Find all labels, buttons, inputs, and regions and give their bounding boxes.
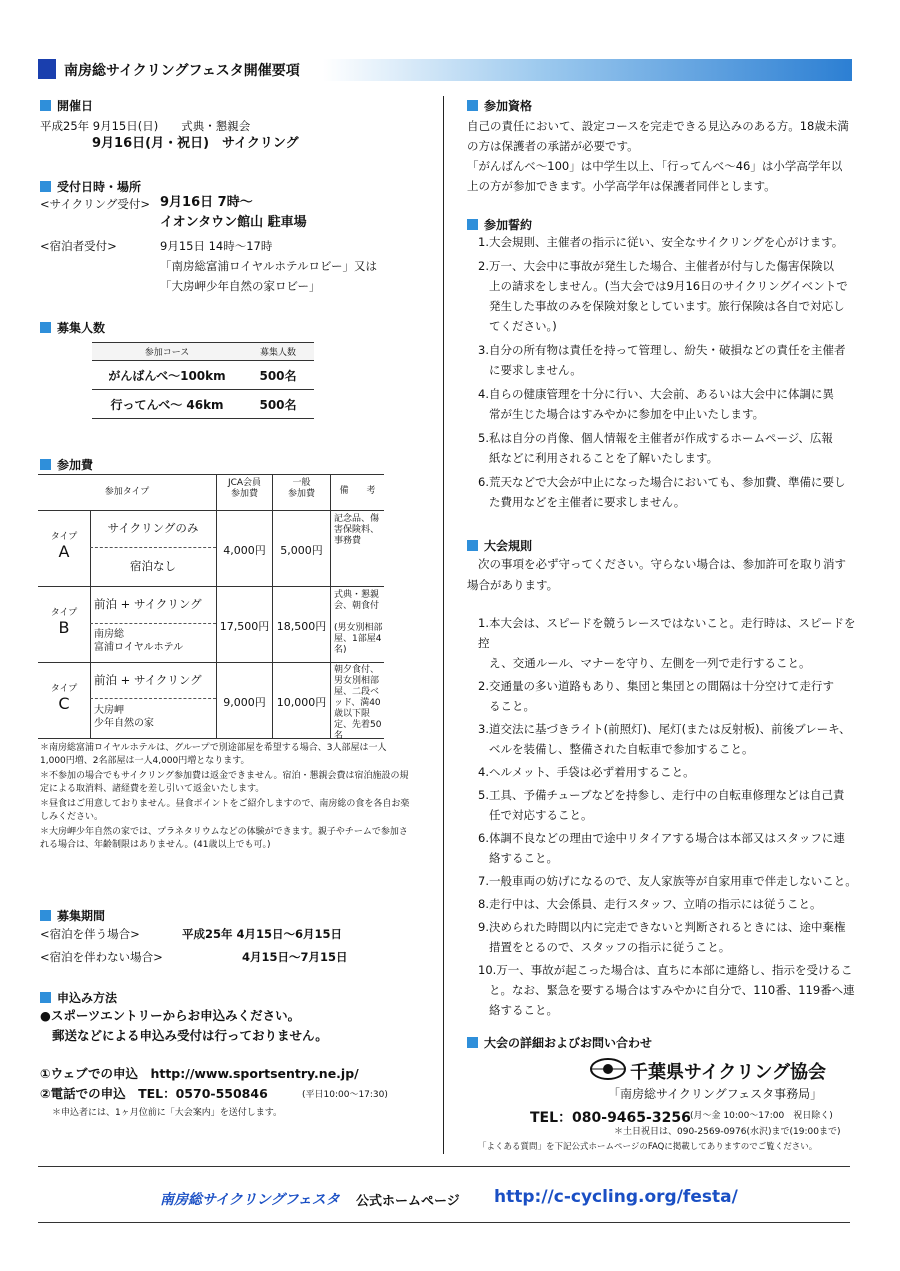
fee-jca: 9,000円 [223,696,266,709]
type-sub2: 大房岬 少年自然の家 [94,705,154,729]
footer-name: 南房総サイクリングフェスタ [160,1192,340,1208]
list-item [478,256,858,336]
stay-reception-place2: 「大房岬少年自然の家ロビー」 [160,279,321,293]
column-divider [443,96,444,1154]
footer-url-link[interactable]: http://c-cycling.org/festa/ [494,1187,738,1207]
type-sub1: 前泊 + サイクリング [94,597,202,611]
text-line: え、交通ルール、マナーを守り、左側を一列で走行すること。 [489,656,811,670]
apply-tel-hours: (平日10:00～17:30) [302,1090,388,1100]
text-line: 9.決められた時間以内に完走できないと判断されるときには、途中棄権 [478,920,846,934]
text-line: 7.一般車両の妨げになるので、友人家族等が自家用車で伴走しないこと。 [478,874,857,888]
date-line2: 9月16日(月・祝日) サイクリング [92,136,299,151]
type-sub2: 南房総 富浦ロイヤルホテル [94,629,184,653]
text-line: 6.体調不良などの理由で途中リタイアする場合は本部又はスタッフに連 [478,831,845,845]
apply-heading [40,989,117,1006]
table-row [92,390,314,419]
banner-square-icon [38,59,56,79]
square-bullet-icon [467,219,478,230]
section-title: 開催日 [57,99,94,113]
section-title: 大会の詳細およびお問い合わせ [484,1036,653,1050]
square-bullet-icon [467,100,478,111]
square-bullet-icon [467,540,478,551]
list-item [478,960,858,1020]
fee-jca: 17,500円 [219,620,270,633]
text-line: 任で対応すること。 [489,808,593,822]
footer-label: 公式ホームページ [356,1194,460,1209]
square-bullet-icon [40,459,51,470]
table-cell: がんばんべ～100km [92,361,242,390]
association-logo-icon [590,1057,626,1081]
fee-jca: 4,000円 [223,544,266,557]
section-title: 募集人数 [57,321,106,335]
list-item [478,871,858,891]
text-line: 4.自らの健康管理を十分に行い、大会前、あるいは大会中に体調に異 [478,387,834,401]
text-line: 6.荒天などで大会が中止になった場合においても、参加費、準備に要し [478,475,846,489]
text-line: に要求しません。 [489,363,582,377]
text-line: 発生した事故のみを保険対象としています。旅行保険は各自で対応し [489,299,845,313]
list-item [478,917,858,957]
type-label: タイプ [50,608,78,618]
date-heading [40,97,93,114]
text-line: 5.工具、予備チューブなどを持参し、走行中の自転車修理などは自己責 [478,788,845,802]
fee-notes [40,742,410,852]
text-line: 「がんばんべ～100」は中学生以上、「行ってんべ～46」は小学高学年以 [467,159,843,173]
text-line: 上の請求をしません。(当大会では9月16日のサイクリングイベントで [489,279,848,293]
text-line: 2.万一、大会中に事故が発生した場合、主催者が付与した傷害保険以 [478,259,834,273]
list-item [478,472,858,512]
type-label: タイプ [50,532,78,542]
text-line: と。なお、緊急を要する場合はすみやかに自分で、110番、119番へ連 [489,983,855,997]
contact-heading [467,1034,652,1051]
square-bullet-icon [467,1037,478,1048]
text-line: 1.本大会は、スピードを競うレースではないこと。走行時は、スピードを控 [478,616,856,650]
table-cell: 行ってんべ～ 46km [92,390,242,419]
apply-tel: ②電話での申込 TEL：0570-550846 [40,1086,268,1101]
qualification-text [467,116,849,196]
pledge-heading [467,216,532,233]
square-bullet-icon [40,100,51,111]
pledge-list [478,232,858,512]
rules-list [478,613,858,1020]
cycling-reception-time: 9月16日 7時～ [160,195,253,210]
footer-divider [38,1222,850,1223]
text-line: 1.大会規則、主催者の指示に従い、安全なサイクリングを心がけます。 [478,235,844,249]
contact-tel-hours: (月～金 10:00～17:00 祝日除く) [690,1111,833,1121]
section-title: 参加誓約 [484,218,533,232]
table-header: 参加コース [92,343,242,361]
list-item [478,676,858,716]
text-line: 3.道交法に基づきライト(前照灯)、尾灯(または反射板)、前後ブレーキ、 [478,722,851,736]
fee-note-item: ＊不参加の場合でもサイクリング参加費は返金できません。宿泊・懇親会費は宿泊施設の規定による取消料、諸経費を差し引いて返金いたします。 [40,771,409,794]
fee-general: 10,000円 [276,696,327,709]
contact-tel: TEL：080-9465-3256 [530,1110,691,1126]
fee-header-note: 備 考 [339,486,376,496]
section-title: 大会規則 [484,539,533,553]
rules-intro1: 次の事項を必ず守ってください。守らない場合は、参加許可を取り消す [478,557,846,571]
text-line: 4.ヘルメット、手袋は必ず着用すること。 [478,765,695,779]
type-sub1: サイクリングのみ [107,521,199,535]
capacity-heading [40,319,105,336]
list-item [478,785,858,825]
page-title: 南房総サイクリングフェスタ開催要項 [64,63,300,79]
fee-note-item: ＊昼食はご用意しておりません。昼食ポイントをご紹介しますので、南房総の食を各自お楽しみください。 [40,799,410,822]
rules-heading [467,537,532,554]
fee-header-jca: JCA会員 参加費 [227,478,262,499]
text-line: 絡すること。 [489,1003,558,1017]
fee-note: 式典・懇親会、朝食付 (男女別相部屋、1部屋4名) [334,590,383,655]
apply-note: ＊申込者には、1ヶ月位前に「大会案内」を送付します。 [52,1108,283,1118]
qualification-heading [467,97,532,114]
text-line: てください。) [489,319,557,333]
table-header-row [92,343,314,361]
text-line: 2.交通量の多い道路もあり、集団と集団との間隔は十分空けて走行す [478,679,834,693]
square-bullet-icon [40,992,51,1003]
text-line: 措置をとるので、スタッフの指示に従うこと。 [489,940,731,954]
text-line: 常が生じた場合はすみやかに参加を中止いたします。 [489,407,765,421]
reception-heading [40,178,141,195]
fee-note: 記念品、傷害保険料、事務費 [334,514,380,546]
section-title: 申込み方法 [57,991,118,1005]
stay-reception-place1: 「南房総富浦ロイヤルホテルロビー」又は [160,259,378,273]
apply-line2: 郵送などによる申込み受付は行っておりません。 [52,1028,328,1043]
date-line1: 平成25年 9月15日(日) 式典・懇親会 [40,119,251,133]
list-item [478,719,858,759]
square-bullet-icon [40,181,51,192]
fee-note-item: ＊南房総富浦ロイヤルホテルは、グループで別途部屋を希望する場合、3人部屋は一人1,000円増、2名部屋は一人4,000円増となります。 [40,743,387,766]
stay-reception-time: 9月15日 14時～17時 [160,239,273,253]
type-letter: A [58,542,70,561]
list-item [478,828,858,868]
type-sub1: 前泊 + サイクリング [94,673,202,687]
section-title: 参加費 [57,458,94,472]
text-line: ベルを装備し、整備された自転車で参加すること。 [489,742,754,756]
contact-org: 千葉県サイクリング協会 [630,1062,827,1083]
fee-general: 5,000円 [280,544,323,557]
list-item [478,232,858,252]
text-line: 5.私は自分の肖像、個人情報を主催者が作成するホームページ、広報 [478,431,833,445]
square-bullet-icon [40,910,51,921]
period-value1: 平成25年 4月15日～6月15日 [182,927,343,941]
text-line: 自己の責任において、設定コースを完走できる見込みのある方。18歳未満 [467,119,849,133]
type-label: タイプ [50,684,78,694]
rules-intro2: 場合があります。 [467,578,559,592]
fee-note: 朝夕食付、男女別相部屋、二段ベッド、満40歳以下限定、先着50名 [334,665,382,741]
contact-office: 「南房総サイクリングフェスタ事務局」 [608,1087,823,1101]
text-line: 絡すること。 [489,851,558,865]
contact-holiday: ＊土日祝日は、090-2569-0976(水沢)まで(19:00まで) [614,1127,841,1137]
text-line: の方は保護者の承諾が必要です。 [467,139,639,153]
table-header: 募集人数 [242,343,314,361]
section-title: 受付日時・場所 [57,180,142,194]
cycling-reception-label: <サイクリング受付> [40,197,151,211]
list-item [478,613,858,673]
footer-divider [38,1166,850,1167]
period-heading [40,907,105,924]
text-line: た費用などを主催者に要求しません。 [489,495,686,509]
type-letter: C [58,694,70,713]
period-label2: <宿泊を伴わない場合> [40,950,163,964]
section-title: 参加資格 [484,99,533,113]
text-line: 8.走行中は、大会係員、走行スタッフ、立哨の指示には従うこと。 [478,897,822,911]
list-item [478,428,858,468]
text-line: ること。 [489,699,535,713]
cycling-reception-place: イオンタウン館山 駐車場 [160,215,307,230]
apply-line1: ●スポーツエントリーからお申込みください。 [40,1008,301,1023]
list-item [478,340,858,380]
fee-note-item: ＊大房岬少年自然の家では、プラネタリウムなどの体験ができます。親子やチームで参加される場合は、年齢制限はありません。(41歳以上でも可。) [40,827,408,850]
text-line: 紙などに利用されることを了解いたします。 [489,451,719,465]
text-line: 上の方が参加できます。小学高学年は保護者同伴とします。 [467,179,776,193]
type-sub2: 宿泊なし [130,559,176,573]
list-item [478,384,858,424]
fee-table [38,474,384,741]
fee-header-type: 参加タイプ [104,487,150,497]
period-label1: <宿泊を伴う場合> [40,927,140,941]
stay-reception-label: <宿泊者受付> [40,239,117,253]
table-cell: 500名 [242,361,314,390]
contact-faq: 「よくある質問」を下記公式ホームページのFAQに掲載してありますのでご覧ください。 [478,1142,818,1152]
table-row [92,361,314,390]
fee-heading [40,456,93,473]
table-cell: 500名 [242,390,314,419]
square-bullet-icon [40,322,51,333]
list-item [478,762,858,782]
text-line: 3.自分の所有物は責任を持って管理し、紛失・破損などの責任を主催者 [478,343,846,357]
fee-general: 18,500円 [276,620,327,633]
capacity-table [92,342,314,419]
list-item [478,894,858,914]
section-title: 募集期間 [57,909,106,923]
fee-header-general: 一般 参加費 [287,478,315,499]
text-line: 10.万一、事故が起こった場合は、直ちに本部に連絡し、指示を受けるこ [478,963,853,977]
apply-web-link[interactable]: ①ウェブでの申込 http://www.sportsentry.ne.jp/ [40,1066,359,1081]
type-letter: B [58,618,70,637]
period-value2: 4月15日～7月15日 [242,950,348,964]
